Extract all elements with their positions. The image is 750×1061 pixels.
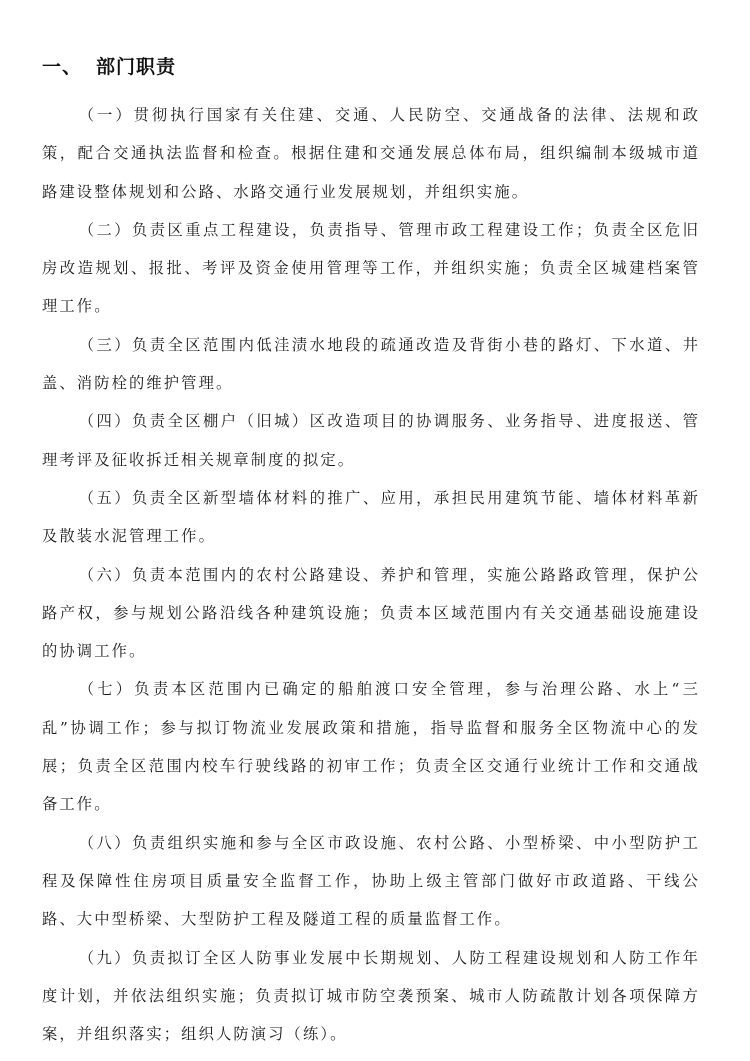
duty-paragraph-8: （八）负责组织实施和参与全区市政设施、农村公路、小型桥梁、中小型防护工程及保障性住房项目质量安全监督工作，协助上级主管部门做好市政道路、干线公路、大中型桥梁、大型防护工程及隧道工程的质量监督工作。: [42, 833, 700, 929]
section-number: 一、: [42, 56, 83, 78]
duty-paragraph-4: （四）负责全区棚户（旧城）区改造项目的协调服务、业务指导、进度报送、管理考评及征收拆迁相关规章制度的拟定。: [42, 412, 700, 469]
duty-paragraph-3: （三）负责全区范围内低洼渍水地段的疏通改造及背街小巷的路灯、下水道、井盖、消防栓的维护管理。: [42, 335, 700, 393]
duty-paragraph-6: （六）负责本范围内的农村公路建设、养护和管理，实施公路路政管理，保护公路产权，参与规划公路沿线各种建筑设施；负责本区域范围内有关交通基础设施建设的协调工作。: [42, 565, 700, 661]
duty-paragraph-5: （五）负责全区新型墙体材料的推广、应用，承担民用建筑节能、墙体材料革新及散装水泥管理工作。: [42, 488, 700, 546]
duty-paragraph-2: （二）负责区重点工程建设，负责指导、管理市政工程建设工作；负责全区危旧房改造规划、报批、考评及资金使用管理等工作，并组织实施；负责全区城建档案管理工作。: [42, 220, 700, 316]
section-heading: [42, 52, 700, 82]
duty-paragraph-7: （七）负责本区范围内已确定的船舶渡口安全管理，参与治理公路、水上“三乱”协调工作；参与拟订物流业发展政策和措施，指导监督和服务全区物流中心的发展；负责全区范围内校车行驶线路的初审工作；负责全区交通行业统计工作和交通战备工作。: [42, 680, 700, 814]
duty-paragraph-1: （一）贯彻执行国家有关住建、交通、人民防空、交通战备的法律、法规和政策，配合交通执法监督和检查。根据住建和交通发展总体布局，组织编制本级城市道路建设整体规划和公路、水路交通行业发展规划，并组织实施。: [42, 106, 700, 201]
section-title: 部门职责: [96, 56, 177, 78]
duty-paragraph-9: （九）负责拟订全区人防事业发展中长期规划、人防工程建设规划和人防工作年度计划，并依法组织实施；负责拟订城市防空袭预案、城市人防疏散计划各项保障方案，并组织落实；组织人防演习（练）。: [42, 948, 700, 1044]
